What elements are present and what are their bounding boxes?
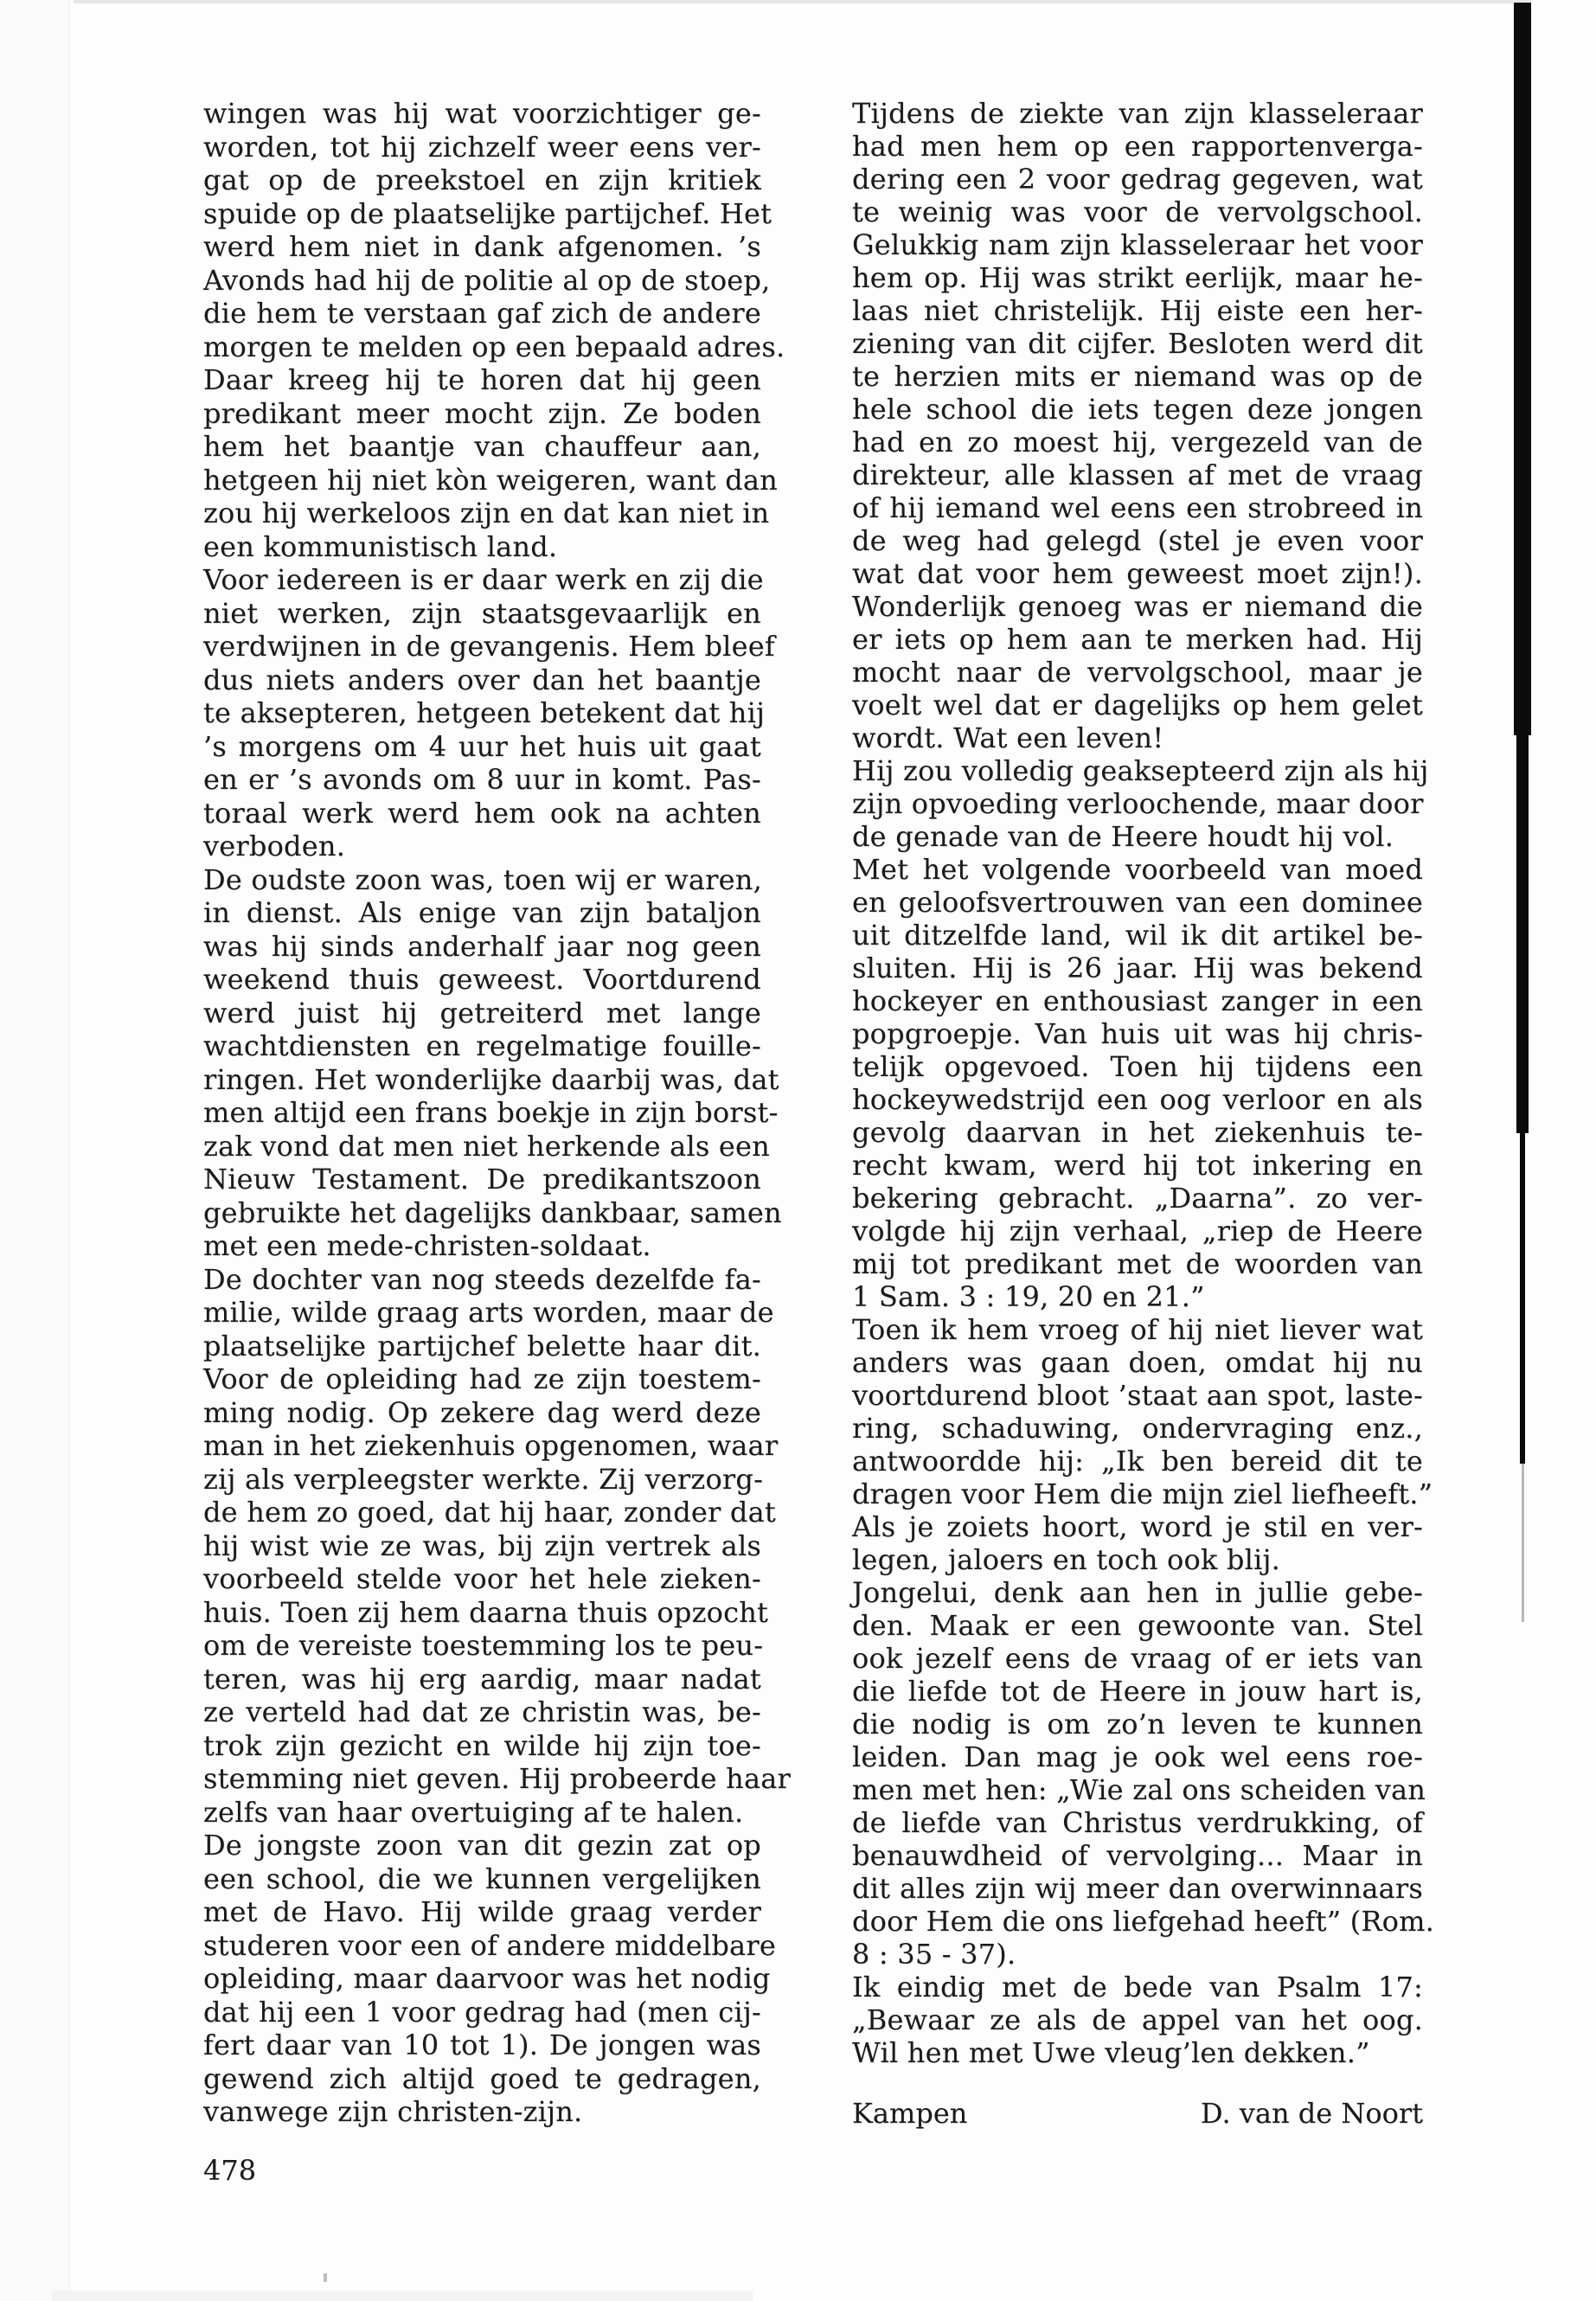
text-line: 1 Sam. 3 : 19, 20 en 21.” — [852, 1280, 1205, 1313]
text-line: plaatselijke partijchef belette haar dit. — [203, 1329, 761, 1362]
text-line: morgen te melden op een bepaald adres. — [203, 330, 785, 363]
page-number: 478 — [203, 2154, 257, 2187]
text-line: dat hij een 1 voor gedrag had (men cij- — [203, 1995, 761, 2029]
text-line: ming nodig. Op zekere dag werd deze — [203, 1395, 761, 1429]
paragraph — [852, 1971, 1423, 2069]
text-line: Toen ik hem vroeg of hij niet liever wat — [852, 1313, 1423, 1346]
text-line: Tijdens de ziekte van zijn klasseleraar — [852, 97, 1423, 130]
text-line: direkteur, alle klassen af met de vraag — [852, 458, 1423, 491]
text-line: door Hem die ons liefgehad heeft” (Rom. — [852, 1905, 1435, 1938]
text-line: Ik eindig met de bede van Psalm 17: — [852, 1971, 1423, 2003]
text-line: wordt. Wat een leven! — [852, 721, 1164, 754]
text-line: hem op. Hij was strikt eerlijk, maar he- — [852, 261, 1423, 294]
text-line: te aksepteren, hetgeen betekent dat hij — [203, 696, 766, 729]
text-line: laas niet christelijk. Hij eiste een her- — [852, 294, 1423, 327]
scan-speck — [324, 2273, 327, 2282]
scan-binding-bar — [1520, 1133, 1525, 1464]
text-line: hem het baantje van chauffeur aan, — [203, 430, 761, 463]
text-line: Voor de opleiding had ze zijn toestem- — [203, 1362, 761, 1395]
text-line: uit ditzelfde land, wil ik dit artikel be- — [852, 919, 1423, 952]
text-line: vanwege zijn christen-zijn. — [203, 2095, 583, 2128]
text-line: Wonderlijk genoeg was er niemand die — [852, 590, 1423, 623]
paragraph — [852, 754, 1429, 853]
text-line: in dienst. Als enige van zijn bataljon — [203, 896, 761, 929]
paragraph — [852, 853, 1423, 1313]
text-line: predikant meer mocht zijn. Ze boden — [203, 396, 761, 430]
text-line: legen, jaloers en toch ook blij. — [852, 1543, 1280, 1576]
text-line: dering een 2 voor gedrag gegeven, wat — [852, 163, 1423, 195]
text-line: Jongelui, denk aan hen in jullie gebe- — [852, 1576, 1423, 1609]
scan-binding-bar — [1522, 1464, 1524, 1622]
text-line: zak vond dat men niet herkende als een — [203, 1129, 770, 1163]
text-line: De oudste zoon was, toen wij er waren, — [203, 862, 762, 896]
text-line: een school, die we kunnen vergelijken — [203, 1862, 761, 1895]
text-line: gat op de preekstoel en zijn kritiek — [203, 163, 761, 196]
text-line: die hem te verstaan gaf zich de andere — [203, 297, 761, 330]
text-line: hockeywedstrijd een oog verloor en als — [852, 1083, 1423, 1116]
text-line: antwoordde hij: „Ik ben bereid dit te — [852, 1445, 1423, 1477]
scan-binding-bar — [1514, 3, 1531, 735]
text-line: had en zo moest hij, vergezeld van de — [852, 426, 1423, 458]
text-line: teren, was hij erg aardig, maar nadat — [203, 1662, 761, 1695]
paragraph — [852, 1576, 1435, 1971]
text-line: Als je zoiets hoort, word je stil en ver- — [852, 1510, 1423, 1543]
text-line: fert daar van 10 tot 1). De jongen was — [203, 2029, 761, 2061]
text-line: toraal werk werd hem ook na achten — [203, 796, 761, 830]
text-line: mocht naar de vervolgschool, maar je — [852, 656, 1423, 689]
text-line: voortdurend bloot ’staat aan spot, laste- — [852, 1379, 1423, 1412]
text-line: een kommunistisch land. — [203, 529, 558, 563]
text-line: hetgeen hij niet kòn weigeren, want dan — [203, 463, 778, 497]
text-line: Gelukkig nam zijn klasseleraar het voor — [852, 228, 1423, 261]
text-line: Hij zou volledig geaksepteerd zijn als hij — [852, 754, 1429, 787]
text-line: stemming niet geven. Hij probeerde haar — [203, 1762, 792, 1795]
text-line: popgroepje. Van huis uit was hij chris- — [852, 1017, 1423, 1050]
text-line: werd juist hij getreiterd met lange — [203, 996, 761, 1029]
text-line: dus niets anders over dan het baantje — [203, 663, 761, 696]
text-line: wingen was hij wat voorzichtiger ge- — [203, 97, 761, 130]
text-line: anders was gaan doen, omdat hij nu — [852, 1346, 1423, 1379]
text-line: hij wist wie ze was, bij zijn vertrek als — [203, 1529, 761, 1562]
text-line: milie, wilde graag arts worden, maar de — [203, 1296, 774, 1329]
text-line: weekend thuis geweest. Voortdurend — [203, 963, 761, 996]
scan-top-edge — [74, 0, 1531, 3]
text-line: Met het volgende voorbeeld van moed — [852, 853, 1423, 886]
text-line: er iets op hem aan te merken had. Hij — [852, 623, 1423, 656]
text-line: Nieuw Testament. De predikantszoon — [203, 1163, 761, 1195]
text-line: dit alles zijn wij meer dan overwinnaars — [852, 1872, 1423, 1905]
text-line: De dochter van nog steeds dezelfde fa- — [203, 1262, 761, 1296]
text-line: zou hij werkeloos zijn en dat kan niet in — [203, 497, 770, 529]
text-line: zelfs van haar overtuiging af te halen. — [203, 1795, 744, 1829]
text-line: zijn opvoeding verloochende, maar door — [852, 787, 1424, 820]
text-line: men altijd een frans boekje in zijn borst- — [203, 1096, 779, 1129]
paragraph — [203, 563, 775, 863]
paragraph — [852, 1313, 1433, 1510]
text-line: had men hem op een rapportenverga- — [852, 130, 1423, 163]
text-line: met een mede-christen-soldaat. — [203, 1229, 651, 1262]
text-line: was hij sinds anderhalf jaar nog geen — [203, 929, 761, 963]
text-line: de weg had gelegd (stel je even voor — [852, 524, 1423, 557]
scan-bottom-edge — [52, 2291, 753, 2301]
text-line: Voor iedereen is er daar werk en zij die — [203, 563, 764, 596]
text-line: voorbeeld stelde voor het hele zieken- — [203, 1562, 761, 1595]
text-line: huis. Toen zij hem daarna thuis opzocht — [203, 1595, 769, 1629]
text-line: sluiten. Hij is 26 jaar. Hij was bekend — [852, 952, 1423, 984]
paragraph — [203, 1829, 776, 2129]
text-line: Avonds had hij de politie al op de stoep, — [203, 263, 771, 297]
text-line: trok zijn gezicht en wilde hij zijn toe- — [203, 1728, 761, 1762]
text-line: verdwijnen in de gevangenis. Hem bleef — [203, 630, 775, 663]
text-line: Wil hen met Uwe vleug’len dekken.” — [852, 2036, 1370, 2069]
text-line: men met hen: „Wie zal ons scheiden van — [852, 1773, 1426, 1806]
signature-author: D. van de Noort — [1200, 2097, 1423, 2130]
text-line: gewend zich altijd goed te gedragen, — [203, 2061, 761, 2095]
text-line: gebruikte het dagelijks dankbaar, samen — [203, 1195, 782, 1229]
text-line: mij tot predikant met de woorden van — [852, 1247, 1423, 1280]
text-line: spuide op de plaatselijke partijchef. Het — [203, 196, 772, 230]
text-line: 8 : 35 - 37). — [852, 1938, 1016, 1971]
text-line: en er ’s avonds om 8 uur in komt. Pas- — [203, 763, 761, 796]
scan-binding-bar — [1516, 735, 1529, 1133]
text-line: worden, tot hij zichzelf weer eens ver- — [203, 130, 761, 163]
text-line: telijk opgevoed. Toen hij tijdens een — [852, 1050, 1423, 1083]
text-line: leiden. Dan mag je ook wel eens roe- — [852, 1740, 1423, 1773]
text-line: recht kwam, werd hij tot inkering en — [852, 1149, 1423, 1182]
text-line: bekering gebracht. „Daarna”. zo ver- — [852, 1182, 1423, 1215]
text-line: die nodig is om zo’n leven te kunnen — [852, 1708, 1423, 1740]
text-line: verboden. — [203, 830, 346, 862]
text-line: hockeyer en enthousiast zanger in een — [852, 984, 1423, 1017]
paragraph — [203, 97, 785, 563]
text-line: voelt wel dat er dagelijks op hem gelet — [852, 689, 1423, 721]
text-line: ze verteld had dat ze christin was, be- — [203, 1695, 761, 1728]
text-line: om de vereiste toestemming los te peu- — [203, 1629, 764, 1662]
text-column-left — [203, 97, 792, 2129]
text-line: Daar kreeg hij te horen dat hij geen — [203, 363, 761, 396]
paragraph — [852, 97, 1423, 754]
text-line: zij als verpleegster werkte. Zij verzorg- — [203, 1462, 764, 1496]
text-line: hele school die iets tegen deze jongen — [852, 393, 1423, 426]
text-line: ’s morgens om 4 uur het huis uit gaat — [203, 729, 761, 763]
text-line: die liefde tot de Heere in jouw hart is, — [852, 1675, 1423, 1708]
text-line: opleiding, maar daarvoor was het nodig — [203, 1962, 771, 1995]
scan-left-edge — [0, 0, 70, 2301]
text-line: man in het ziekenhuis opgenomen, waar — [203, 1429, 779, 1462]
paragraph — [203, 1262, 792, 1830]
text-line: wat dat voor hem geweest moet zijn!). — [852, 557, 1423, 590]
text-line: ring, schaduwing, ondervraging enz., — [852, 1412, 1423, 1445]
text-line: de genade van de Heere houdt hij vol. — [852, 820, 1394, 853]
text-line: te weinig was voor de vervolgschool. — [852, 195, 1423, 228]
text-line: of hij iemand wel eens een strobreed in — [852, 491, 1423, 524]
text-line: volgde hij zijn verhaal, „riep de Heere — [852, 1215, 1423, 1247]
text-line: wachtdiensten en regelmatige fouille- — [203, 1029, 761, 1062]
text-line: ziening van dit cijfer. Besloten werd dit — [852, 327, 1423, 360]
text-line: de hem zo goed, dat hij haar, zonder dat — [203, 1496, 776, 1529]
text-line: te herzien mits er niemand was op de — [852, 360, 1423, 393]
text-line: ook jezelf eens de vraag of er iets van — [852, 1642, 1423, 1675]
text-line: de liefde van Christus verdrukking, of — [852, 1806, 1423, 1839]
text-line: den. Maak er een gewoonte van. Stel — [852, 1609, 1423, 1642]
signature-place: Kampen — [852, 2097, 968, 2130]
text-line: ringen. Het wonderlijke daarbij was, dat — [203, 1062, 779, 1096]
text-line: studeren voor een of andere middelbare — [203, 1928, 776, 1962]
text-line: en geloofsvertrouwen van een dominee — [852, 886, 1423, 919]
text-line: dragen voor Hem die mijn ziel liefheeft.” — [852, 1477, 1433, 1510]
text-line: werd hem niet in dank afgenomen. ’s — [203, 230, 761, 263]
text-line: niet werken, zijn staatsgevaarlijk en — [203, 596, 761, 630]
text-column-right — [852, 97, 1435, 2069]
text-line: met de Havo. Hij wilde graag verder — [203, 1895, 761, 1928]
paragraph — [852, 1510, 1423, 1576]
text-line: „Bewaar ze als de appel van het oog. — [852, 2003, 1423, 2036]
paragraph — [203, 862, 782, 1263]
text-line: De jongste zoon van dit gezin zat op — [203, 1829, 761, 1862]
text-line: gevolg daarvan in het ziekenhuis te- — [852, 1116, 1423, 1149]
text-line: benauwdheid of vervolging... Maar in — [852, 1839, 1423, 1872]
signature-row — [852, 2097, 1423, 2130]
